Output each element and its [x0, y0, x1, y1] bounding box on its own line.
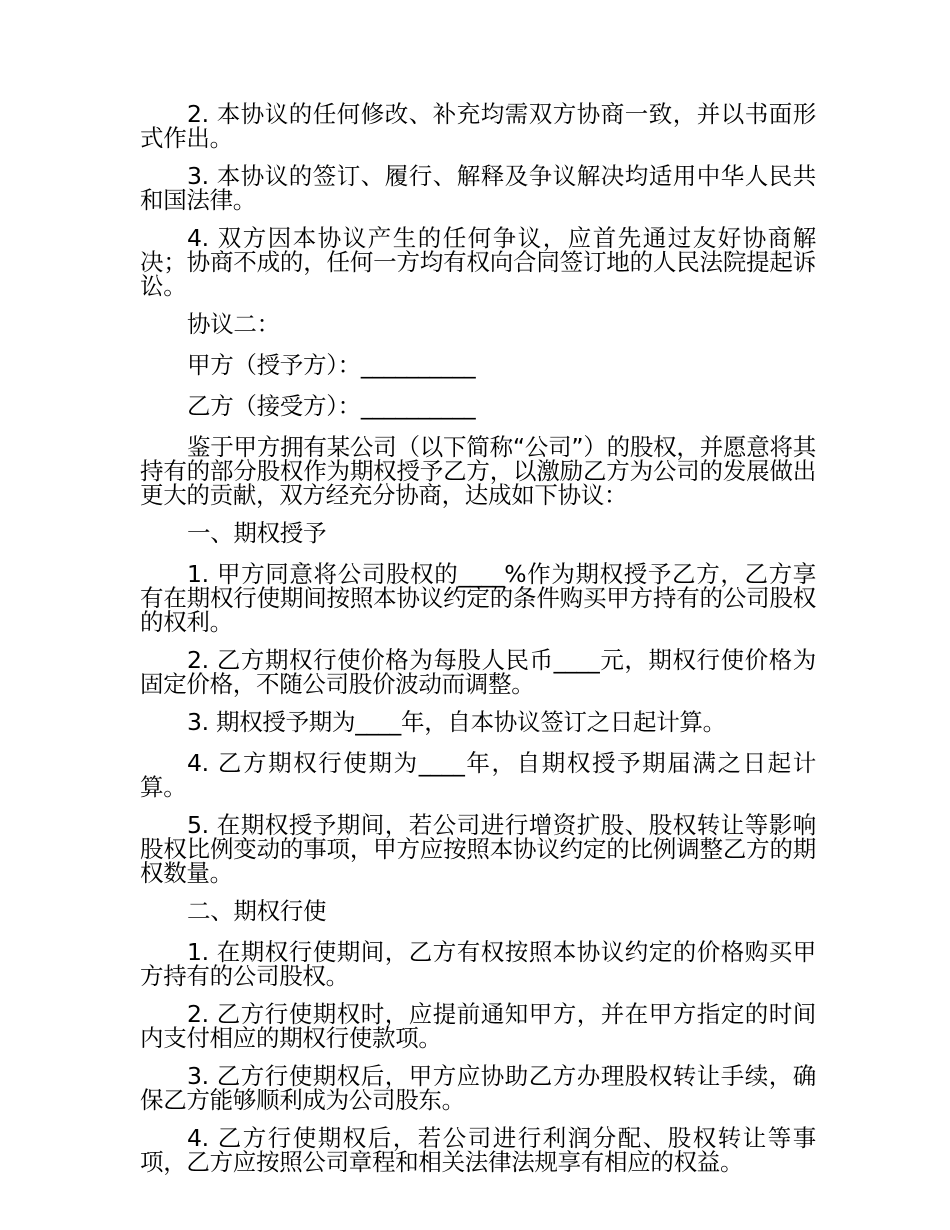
paragraph-dispute-resolution: 4. 双方因本协议产生的任何争议，应首先通过友好协商解决；协商不成的，任何一方均有权向合同签订地的人民法院提起诉讼。 — [140, 224, 816, 300]
party-b-line: 乙方（接受方）：__________ — [187, 392, 476, 420]
paragraph-exercise-4: 4. 乙方行使期权后，若公司进行利润分配、股权转让等事项，乙方应按照公司章程和相关法律法规享有相应的权益。 — [140, 1124, 816, 1176]
paragraph-governing-law: 3. 本协议的签订、履行、解释及争议解决均适用中华人民共和国法律。 — [140, 162, 816, 214]
section-heading-option-grant: 一、期权授予 — [187, 519, 327, 547]
paragraph-exercise-2: 2. 乙方行使期权时，应提前通知甲方，并在甲方指定的时间内支付相应的期权行使款项。 — [140, 1000, 816, 1052]
paragraph-recital: 鉴于甲方拥有某公司（以下简称“公司”）的股权，并愿意将其持有的部分股权作为期权授予乙方，以激励乙方为公司的发展做出更大的贡献，双方经充分协商，达成如下协议： — [140, 433, 816, 509]
paragraph-exercise-1: 1. 在期权行使期间，乙方有权按照本协议约定的价格购买甲方持有的公司股权。 — [140, 938, 816, 990]
paragraph-grant-1: 1. 甲方同意将公司股权的____%作为期权授予乙方，乙方享有在期权行使期间按照本协议约定的条件购买甲方持有的公司股权的权利。 — [140, 560, 816, 636]
section-heading-option-exercise: 二、期权行使 — [187, 897, 327, 925]
paragraph-modification: 2. 本协议的任何修改、补充均需双方协商一致，并以书面形式作出。 — [140, 100, 816, 152]
section-heading-agreement-two: 协议二： — [187, 310, 280, 338]
paragraph-grant-3: 3. 期权授予期为____年，自本协议签订之日起计算。 — [187, 708, 726, 736]
paragraph-grant-4: 4. 乙方期权行使期为____年，自期权授予期届满之日起计算。 — [140, 749, 816, 801]
paragraph-grant-5: 5. 在期权授予期间，若公司进行增资扩股、股权转让等影响股权比例变动的事项，甲方应按照本协议约定的比例调整乙方的期权数量。 — [140, 811, 816, 887]
document-body — [140, 102, 816, 1188]
paragraph-exercise-3: 3. 乙方行使期权后，甲方应协助乙方办理股权转让手续，确保乙方能够顺利成为公司股东。 — [140, 1062, 816, 1114]
party-a-line: 甲方（授予方）：__________ — [187, 351, 476, 379]
paragraph-grant-2: 2. 乙方期权行使价格为每股人民币____元，期权行使价格为固定价格，不随公司股价波动而调整。 — [140, 646, 816, 698]
